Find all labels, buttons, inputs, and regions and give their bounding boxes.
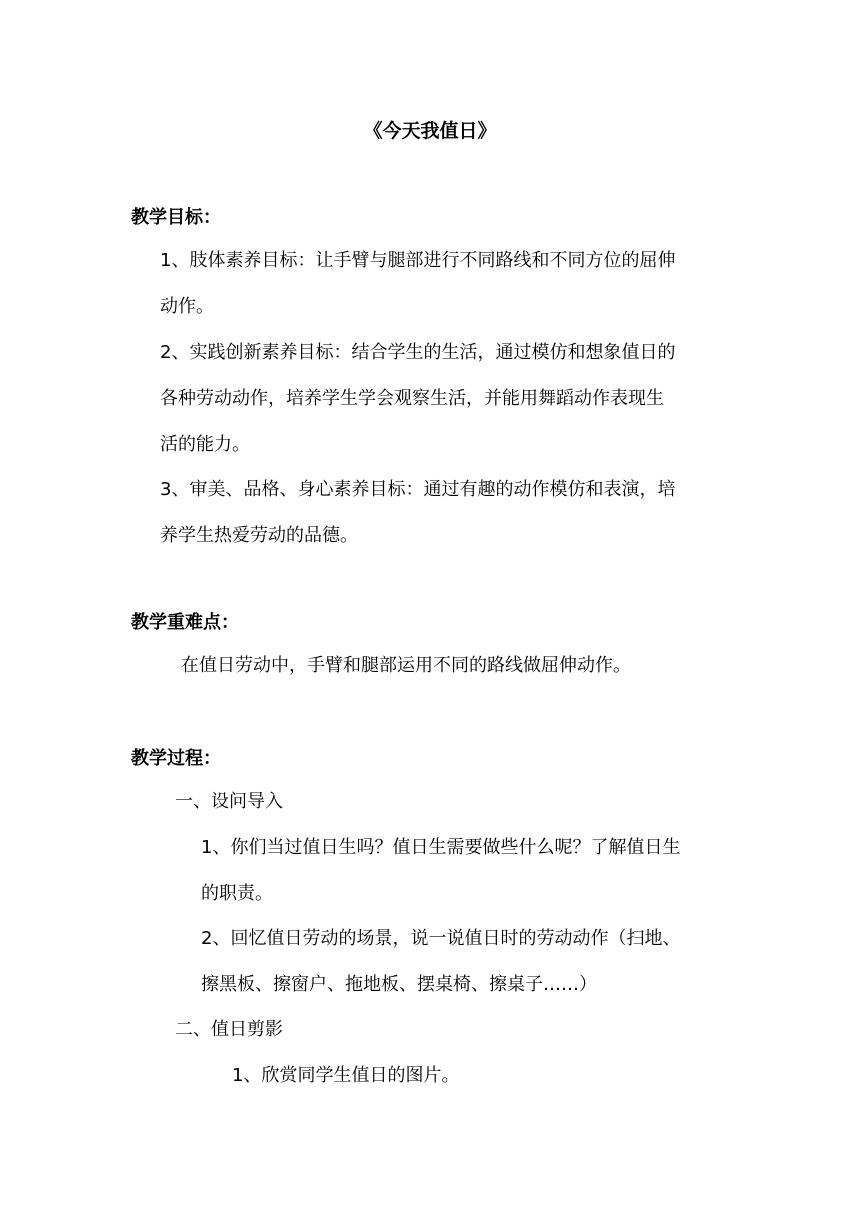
objective-3-line-1: 3、审美、品格、身心素养目标：通过有趣的动作模仿和表演，培 [160,479,676,500]
objectives-heading: 教学目标： [131,207,221,228]
section-1-item-2-line-2: 擦黑板、擦窗户、拖地板、摆桌椅、擦桌子……） [201,974,597,995]
objective-item-3 [160,467,675,559]
section-1-item-1-line-2: 的职责。 [201,883,273,904]
objective-2-line-1: 2、实践创新素养目标：结合学生的生活，通过模仿和想象值日的 [160,342,676,363]
objective-3-line-2: 养学生热爱劳动的品德。 [160,525,358,546]
section-2-title-text: 二、值日剪影 [175,1019,283,1040]
key-points-heading: 教学重难点： [131,612,239,633]
key-points-text [181,643,631,689]
objective-1-line-2: 动作。 [160,296,214,317]
objective-1-line-1: 1、肢体素养目标：让手臂与腿部进行不同路线和不同方位的屈伸 [160,250,676,271]
key-points-line: 在值日劳动中，手臂和腿部运用不同的路线做屈伸动作。 [181,655,631,676]
section-2-item-1 [232,1053,459,1099]
section-1-title-text: 一、设问导入 [175,791,283,812]
section-2-item-1-line-1: 1、欣赏同学生值日的图片。 [232,1065,460,1086]
objective-2-line-3: 活的能力。 [160,434,250,455]
objective-item-2 [160,330,675,468]
section-1-item-1-line-1: 1、你们当过值日生吗？值日生需要做些什么呢？了解值日生 [201,837,681,858]
document-title: 《今天我值日》 [363,120,497,142]
section-1-item-1 [201,825,680,917]
section-1-item-2 [201,916,680,1008]
objective-item-1 [160,238,675,330]
section-2-title [175,1007,283,1053]
section-1-title [175,779,283,825]
objective-2-line-2: 各种劳动动作，培养学生学会观察生活，并能用舞蹈动作表现生 [160,388,664,409]
section-1-item-2-line-1: 2、回忆值日劳动的场景，说一说值日时的劳动动作（扫地、 [201,928,681,949]
process-heading: 教学过程： [131,748,221,769]
